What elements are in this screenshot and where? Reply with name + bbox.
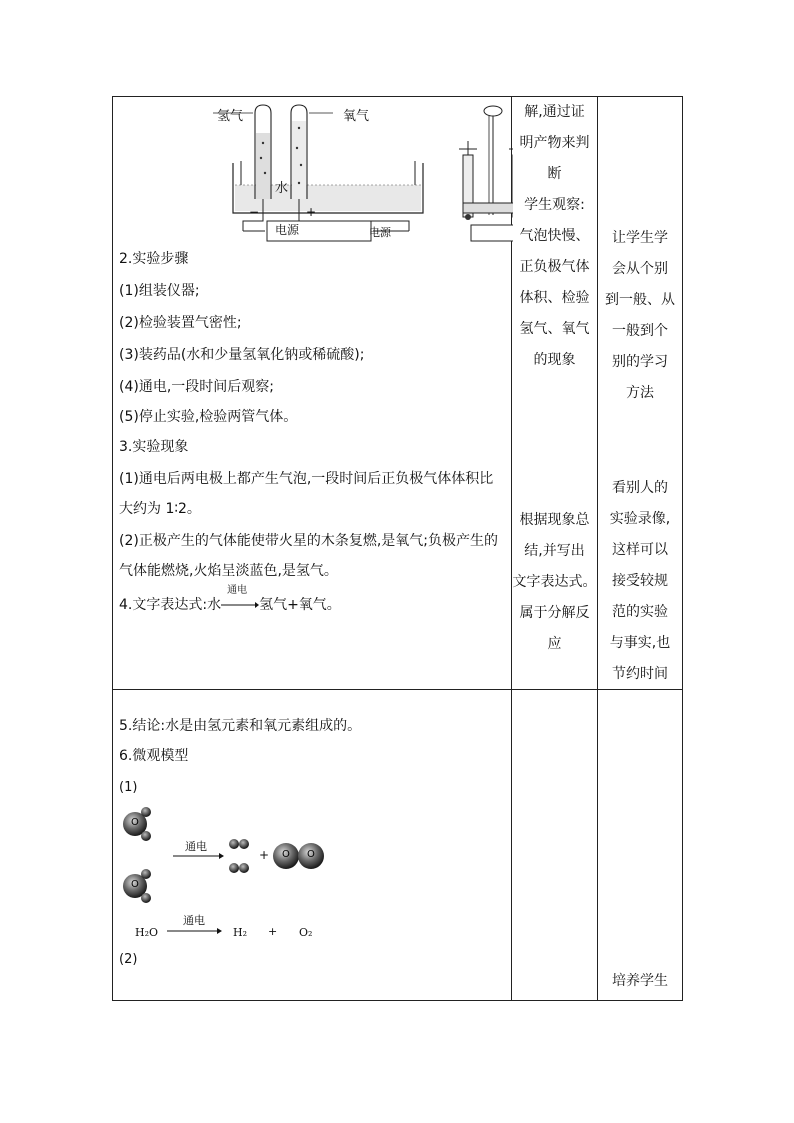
step-4: (4)通电,一段时间后观察; bbox=[119, 379, 274, 395]
student-text: 结,并写出 bbox=[524, 543, 585, 559]
student-text: 应 bbox=[547, 636, 562, 652]
intent-text: 让学生学 bbox=[612, 230, 668, 246]
equation-arrow bbox=[221, 585, 259, 609]
electrolysis-apparatus-figure bbox=[213, 103, 513, 243]
o-atom-label: O bbox=[307, 849, 315, 860]
micro-label-2: (2) bbox=[119, 952, 138, 967]
intent-text: 会从个别 bbox=[612, 261, 668, 277]
micro-condition: 通电 bbox=[185, 840, 207, 853]
student-text: 体积、检验 bbox=[519, 290, 590, 306]
minus-sign: − bbox=[249, 205, 260, 219]
student-text: 气泡快慢、 bbox=[519, 228, 590, 244]
intent-text: 这样可以 bbox=[612, 542, 668, 558]
arrow-icon bbox=[221, 599, 259, 613]
student-text: 的现象 bbox=[533, 352, 576, 368]
conclusion: 5.结论:水是由氢元素和氧元素组成的。 bbox=[119, 718, 362, 734]
equation-prefix: 4.文字表达式:水 bbox=[119, 597, 222, 613]
intent-text: 别的学习 bbox=[612, 354, 668, 370]
student-activity-cell bbox=[512, 690, 598, 1001]
student-text: 根据现象总 bbox=[519, 512, 590, 528]
intent-text: 培养学生 bbox=[612, 973, 668, 989]
intent-text: 一般到个 bbox=[612, 323, 668, 339]
content-cell bbox=[113, 690, 512, 1001]
student-text: 明产物来判 bbox=[519, 135, 590, 151]
intent-text: 范的实验 bbox=[612, 604, 668, 620]
formula-arrow-icon bbox=[167, 926, 223, 936]
micro-label-1: (1) bbox=[119, 780, 138, 795]
design-intent-cell bbox=[598, 690, 683, 1001]
equation-product: 氢气+氧气。 bbox=[259, 597, 341, 613]
phenomenon-2a: (2)正极产生的气体能使带火星的木条复燃,是氧气;负极产生的 bbox=[119, 533, 498, 549]
intent-text: 接受较规 bbox=[612, 573, 668, 589]
step-2: (2)检验装置气密性; bbox=[119, 315, 242, 331]
o-atom-label: O bbox=[131, 879, 139, 890]
oxygen-molecule bbox=[273, 843, 324, 869]
phenomenon-2b: 气体能燃烧,火焰呈淡蓝色,是氢气。 bbox=[119, 563, 338, 579]
student-text: 学生观察: bbox=[524, 197, 585, 213]
water-label: 水 bbox=[275, 181, 289, 196]
o-atom-label: O bbox=[131, 817, 139, 828]
intent-text: 与事实,也 bbox=[609, 635, 671, 651]
student-text: 正负极气体 bbox=[519, 259, 590, 275]
intent-text: 方法 bbox=[626, 385, 654, 401]
step-1: (1)组装仪器; bbox=[119, 283, 200, 299]
plus-sign: + bbox=[306, 205, 317, 219]
phenomena-heading: 3.实验现象 bbox=[119, 439, 189, 455]
intent-text: 节约时间 bbox=[612, 666, 668, 682]
student-activity-cell bbox=[512, 97, 598, 690]
o-atom-label: O bbox=[282, 849, 290, 860]
student-text: 属于分解反 bbox=[519, 605, 590, 621]
hydrogen-label: 氢气 bbox=[217, 109, 244, 124]
power-source-label: 电源 bbox=[275, 223, 300, 237]
steps-heading: 2.实验步骤 bbox=[119, 251, 189, 267]
student-text: 解,通过证 bbox=[524, 104, 585, 120]
student-text: 文字表达式。 bbox=[512, 574, 597, 590]
molecule-model-figure bbox=[119, 804, 329, 924]
lesson-table bbox=[112, 96, 683, 1001]
micro-heading: 6.微观模型 bbox=[119, 748, 189, 764]
formula-o2: O₂ bbox=[299, 926, 313, 939]
hoffman-voltameter bbox=[459, 106, 513, 241]
power-source-label-2: 电源 bbox=[369, 226, 391, 239]
intent-text: 实验录像, bbox=[609, 511, 671, 527]
design-intent-cell bbox=[598, 97, 683, 690]
formula-h2o: H₂O bbox=[135, 926, 159, 939]
content-cell bbox=[113, 97, 512, 690]
table-row bbox=[113, 690, 683, 1001]
hydrogen-molecule bbox=[229, 863, 249, 873]
micro-plus: + bbox=[259, 848, 270, 862]
formula-condition: 通电 bbox=[183, 914, 205, 927]
step-5: (5)停止实验,检验两管气体。 bbox=[119, 409, 298, 425]
table-row bbox=[113, 97, 683, 690]
equation-condition: 通电 bbox=[227, 585, 248, 596]
phenomenon-1b: 大约为 1∶2。 bbox=[119, 501, 201, 517]
basin-apparatus bbox=[213, 105, 423, 241]
intent-text: 看别人的 bbox=[612, 480, 668, 496]
step-3: (3)装药品(水和少量氢氧化钠或稀硫酸); bbox=[119, 347, 365, 363]
student-text: 断 bbox=[547, 166, 562, 182]
phenomenon-1a: (1)通电后两电极上都产生气泡,一段时间后正负极气体体积比 bbox=[119, 471, 494, 487]
oxygen-label: 氧气 bbox=[343, 109, 370, 124]
hydrogen-molecule bbox=[229, 839, 249, 849]
formula-plus: + bbox=[268, 925, 278, 938]
intent-text: 到一般、从 bbox=[605, 292, 675, 308]
student-text: 氢气、氧气 bbox=[519, 321, 590, 337]
formula-h2: H₂ bbox=[233, 926, 248, 939]
word-equation bbox=[119, 585, 341, 619]
